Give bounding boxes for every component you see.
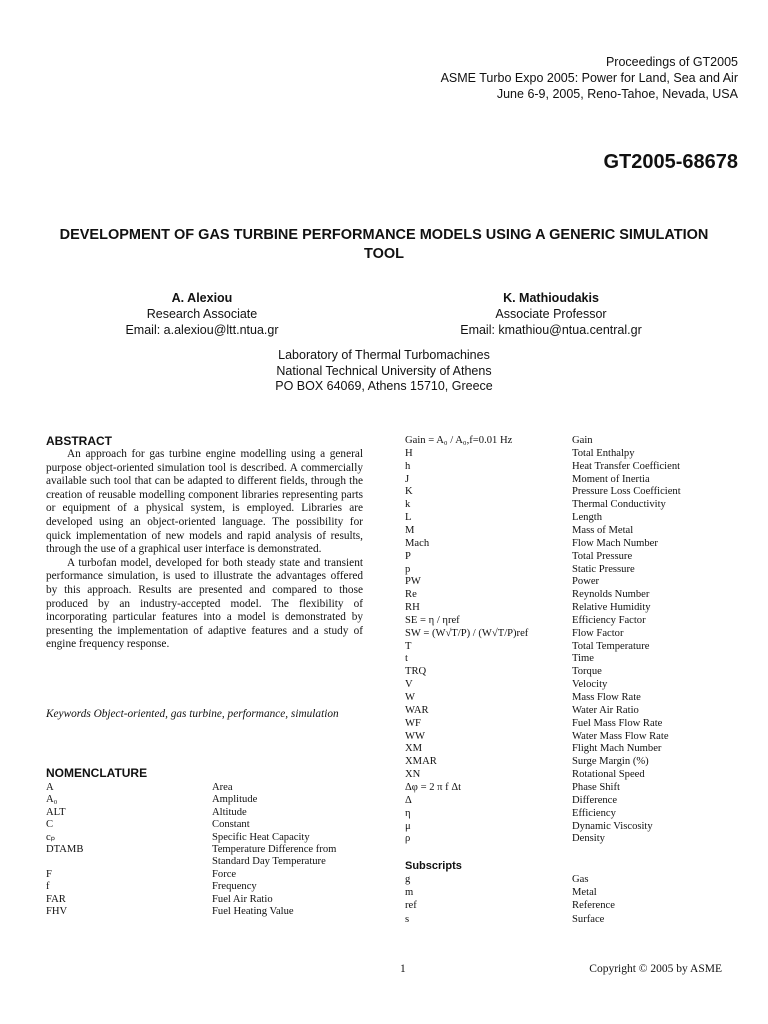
nomenclature-symbol: WAR	[405, 704, 429, 716]
nomenclature-symbol: T	[405, 640, 412, 652]
nomenclature-symbol: WW	[405, 730, 425, 742]
nomenclature-definition: Mass Flow Rate	[572, 692, 641, 703]
nomenclature-symbol: Δ	[405, 794, 412, 806]
proceedings-line: ASME Turbo Expo 2005: Power for Land, Sea and Air	[440, 71, 738, 85]
nomenclature-symbol: XM	[405, 743, 423, 755]
nomenclature-symbol: t	[405, 653, 408, 665]
nomenclature-symbol: FAR	[46, 893, 66, 905]
affiliation	[234, 348, 534, 395]
abstract-paragraph: A turbofan model, developed for both steady state and transient performance simulation, is used to illustrate the advantages offered by this approach. Results are presented and compared to those produced by an industry-accepted model. The flexibility of incorporating particular features into a model is demonstrated by presenting the implementation of adaptive features and a study of engine frequency response.	[46, 556, 363, 651]
nomenclature-definition: Heat Transfer Coefficient	[572, 460, 681, 472]
nomenclature-definition: Total Pressure	[572, 550, 633, 562]
nomenclature-definition: Amplitude	[212, 794, 258, 806]
nomenclature-definition: Difference	[572, 794, 618, 806]
nomenclature-definition: Power	[572, 576, 600, 588]
nomenclature-symbol: g	[405, 874, 411, 885]
nomenclature-definition: Surface	[572, 913, 605, 925]
nomenclature-definition: Relative Humidity	[572, 602, 651, 614]
nomenclature-definition: Gain	[572, 435, 593, 446]
nomenclature-definition: Fuel Air Ratio	[212, 893, 273, 905]
nomenclature-definition: Velocity	[572, 679, 608, 691]
nomenclature-symbol: A	[46, 782, 54, 793]
affiliation-line: PO BOX 64069, Athens 15710, Greece	[275, 379, 493, 393]
subscripts-heading: Subscripts	[405, 860, 462, 872]
nomenclature-definition: Total Enthalpy	[572, 447, 635, 459]
nomenclature-definition: Surge Margin (%)	[572, 756, 649, 768]
nomenclature-definition: Water Air Ratio	[572, 704, 639, 716]
nomenclature-symbol: DTAMB	[46, 844, 84, 855]
author-role: Associate Professor	[495, 307, 607, 321]
nomenclature-symbol: L	[405, 512, 412, 524]
nomenclature-symbol: Re	[405, 589, 417, 601]
nomenclature-symbol: m	[405, 887, 414, 899]
copyright: Copyright © 2005 by ASME	[589, 963, 722, 975]
nomenclature-symbol: SW = (W√T/P) / (W√T/P)ref	[405, 627, 529, 639]
nomenclature-definition: Fuel Mass Flow Rate	[572, 717, 663, 729]
nomenclature-symbol: XMAR	[405, 756, 437, 768]
title-line: DEVELOPMENT OF GAS TURBINE PERFORMANCE MODELS USING A GENERIC SIMULATION	[59, 227, 709, 243]
nomenclature-definition: Reference	[572, 900, 615, 912]
nomenclature-symbol: Δφ = 2 π f Δt	[405, 781, 462, 793]
nomenclature-definition: Efficiency Factor	[572, 614, 646, 626]
nomenclature-symbol: F	[46, 868, 52, 880]
nomenclature-definition: Thermal Conductivity	[572, 499, 666, 511]
nomenclature-symbol: s	[405, 913, 410, 925]
nomenclature-definition: Gas	[572, 874, 589, 885]
nomenclature-definition: Flow Factor	[572, 627, 624, 639]
author-block	[431, 290, 671, 338]
nomenclature-definition: Total Temperature	[572, 640, 650, 652]
proceedings-line: Proceedings of GT2005	[605, 55, 738, 69]
nomenclature-symbol: W	[405, 692, 415, 703]
nomenclature-definition: Torque	[572, 666, 602, 678]
nomenclature-symbol: p	[405, 563, 411, 575]
affiliation-line: Laboratory of Thermal Turbomachines	[278, 348, 490, 362]
nomenclature-definition: Flight Mach Number	[572, 743, 662, 755]
author-block	[82, 290, 322, 338]
nomenclature-definition: Phase Shift	[572, 781, 620, 793]
page-number: 1	[400, 963, 406, 975]
nomenclature-definition: Specific Heat Capacity	[212, 831, 310, 843]
title-line: TOOL	[363, 246, 404, 262]
nomenclature-definition: Area	[212, 782, 233, 793]
nomenclature-symbol: Mach	[405, 537, 430, 549]
nomenclature-definition: Fuel Heating Value	[212, 906, 294, 917]
nomenclature-symbol: ALT	[46, 806, 66, 818]
nomenclature-symbol: Gain = A₀ / A₀,f=0.01 Hz	[405, 435, 513, 446]
nomenclature-symbol: V	[405, 679, 413, 691]
nomenclature-definition: Static Pressure	[572, 563, 635, 575]
nomenclature-symbol: C	[46, 819, 54, 831]
abstract-section	[46, 434, 363, 652]
nomenclature-symbol: SE = η / ηref	[405, 614, 460, 626]
nomenclature-symbol: H	[405, 447, 413, 459]
nomenclature-definition: Pressure Loss Coefficient	[572, 486, 681, 498]
nomenclature-definition: Length	[572, 512, 603, 524]
nomenclature-symbol: cₚ	[46, 831, 56, 843]
nomenclature-definition: Rotational Speed	[572, 769, 645, 781]
nomenclature-definition: Force	[212, 868, 237, 880]
nomenclature-symbol: J	[405, 473, 410, 485]
nomenclature-symbol: ref	[405, 900, 417, 912]
nomenclature-symbol: η	[405, 807, 411, 819]
nomenclature-symbol: RH	[405, 602, 420, 614]
nomenclature-symbol: h	[405, 460, 411, 472]
nomenclature-heading: NOMENCLATURE	[46, 766, 148, 780]
author-email: Email: a.alexiou@ltt.ntua.gr	[125, 323, 279, 337]
proceedings-line: June 6-9, 2005, Reno-Tahoe, Nevada, USA	[496, 87, 738, 101]
nomenclature-definition: Mass of Metal	[572, 524, 634, 536]
author-name: K. Mathioudakis	[503, 291, 599, 305]
nomenclature-definition: Time	[572, 653, 594, 665]
author-name: A. Alexiou	[171, 291, 233, 305]
paper-id: GT2005-68678	[603, 151, 738, 173]
nomenclature-definition: Constant	[212, 819, 250, 831]
nomenclature-symbol: A₀	[46, 794, 58, 806]
keywords: Keywords Object-oriented, gas turbine, performance, simulation	[46, 708, 339, 720]
nomenclature-definition: Density	[572, 833, 605, 845]
affiliation-line: National Technical University of Athens	[276, 363, 492, 378]
nomenclature-symbol: k	[405, 499, 411, 511]
nomenclature-symbol: WF	[405, 717, 421, 729]
abstract-heading: ABSTRACT	[46, 434, 112, 448]
nomenclature-definition: Flow Mach Number	[572, 537, 658, 549]
nomenclature-definition: Temperature Difference from	[212, 844, 337, 855]
nomenclature-symbol: μ	[405, 820, 411, 832]
nomenclature-definition: Standard Day Temperature	[212, 856, 326, 868]
abstract-paragraph: An approach for gas turbine engine modelling using a general purpose object-oriented simulation tool is described. A commercially available such tool that can be adapted to different fields, through the creation of reusable modelling component libraries representing parts or equipment of a physical system, is employed. Libraries are developed using an object-oriented language. The possibility for quick implementation of new models and rapid analysis of results, through the use of a graphical user interface is demonstrated.	[46, 448, 363, 556]
nomenclature-symbol: XN	[405, 769, 421, 781]
nomenclature-definition: Efficiency	[572, 807, 616, 819]
nomenclature-symbol: PW	[405, 576, 421, 588]
nomenclature-definition: Dynamic Viscosity	[572, 820, 653, 832]
nomenclature-definition: Frequency	[212, 881, 257, 893]
nomenclature-symbol: ρ	[405, 833, 411, 845]
author-email: Email: kmathiou@ntua.central.gr	[460, 323, 642, 337]
nomenclature-symbol: f	[46, 881, 50, 893]
paper-title	[40, 226, 728, 264]
nomenclature-definition: Reynolds Number	[572, 589, 650, 601]
nomenclature-symbol: K	[405, 486, 413, 498]
abstract-body	[46, 448, 363, 652]
author-role: Research Associate	[146, 307, 258, 321]
nomenclature-symbol: P	[405, 550, 411, 562]
nomenclature-definition: Moment of Inertia	[572, 473, 650, 485]
nomenclature-definition: Altitude	[212, 806, 247, 818]
proceedings-header	[441, 54, 738, 102]
nomenclature-symbol: FHV	[46, 906, 68, 917]
nomenclature-symbol: TRQ	[405, 666, 427, 678]
nomenclature-definition: Metal	[572, 887, 597, 899]
nomenclature-definition: Water Mass Flow Rate	[572, 730, 669, 742]
nomenclature-symbol: M	[405, 524, 415, 536]
